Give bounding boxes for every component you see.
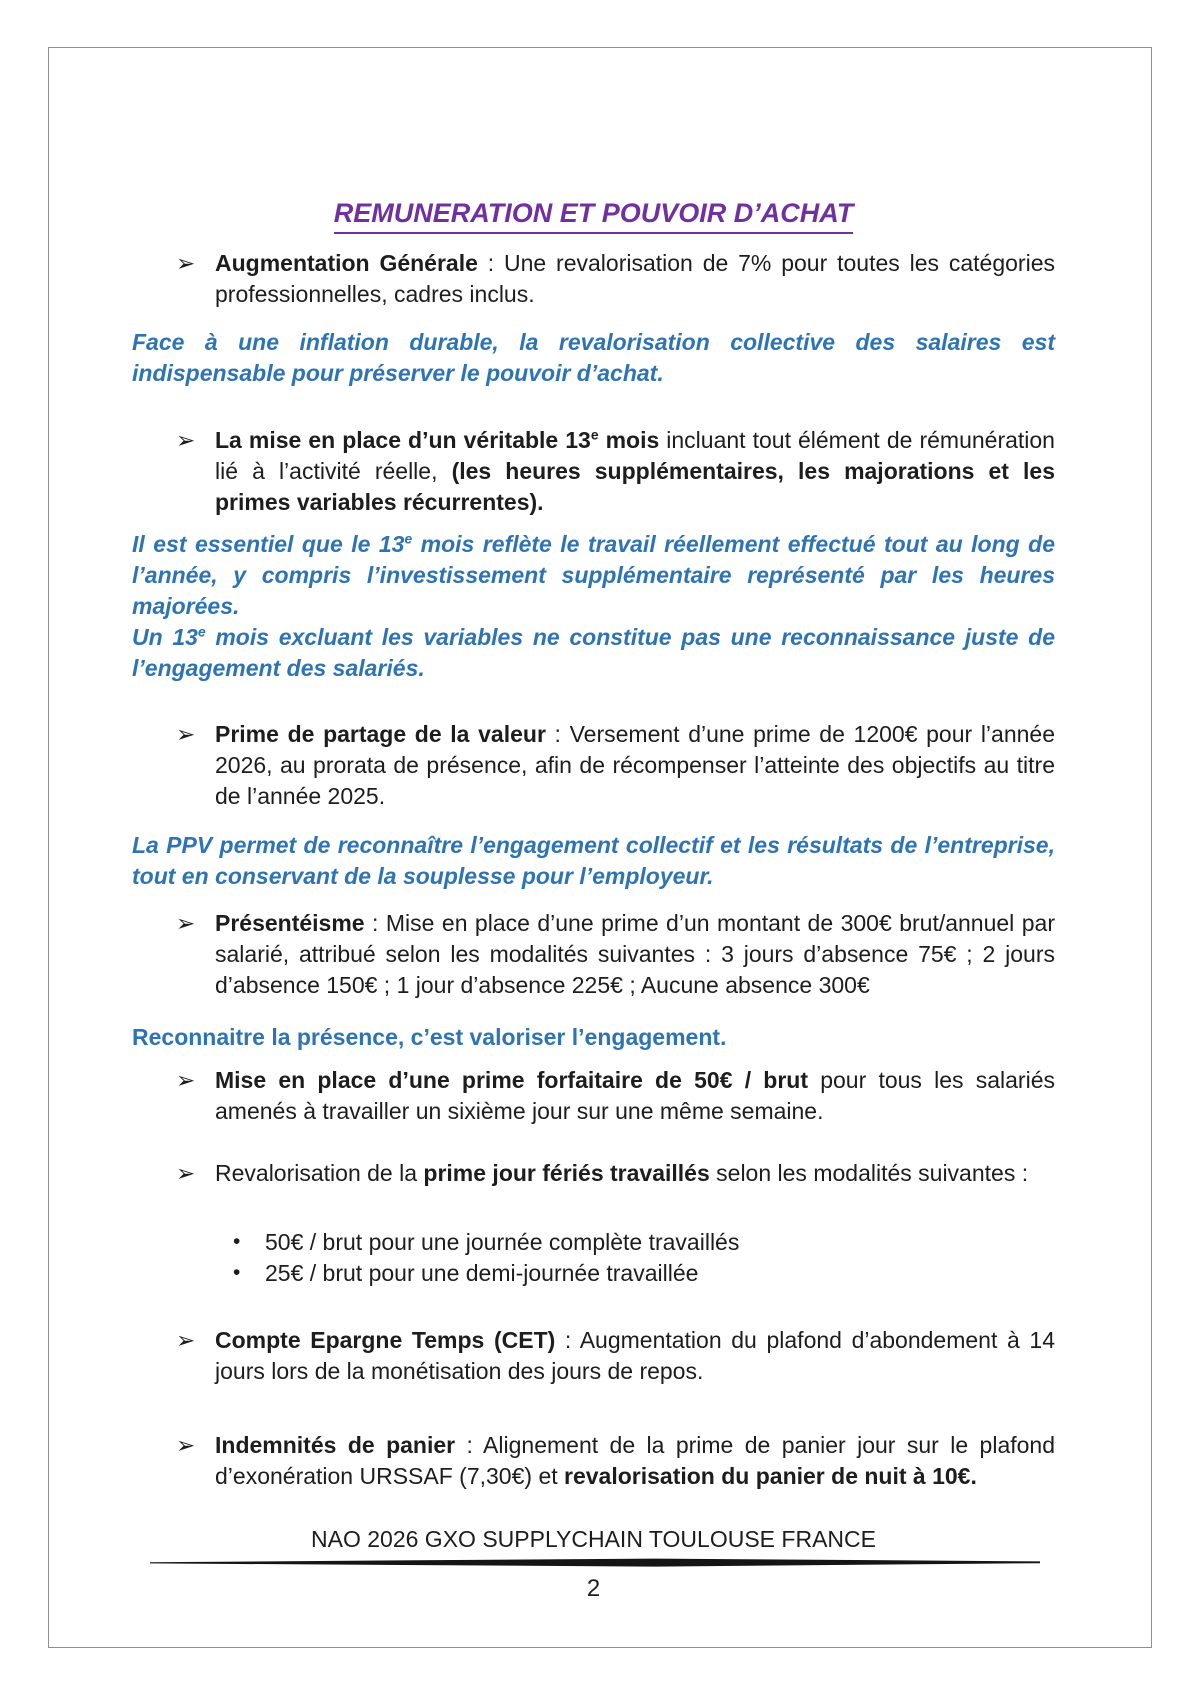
bullet-text: Indemnités de panier : Alignement de la prime de panier jour sur le plafond d’exonération URSSAF (7,30€) et revalorisation du panier de nuit à 10€. [215, 1432, 1056, 1489]
sub-bullet-50-journee-complete [132, 1227, 1055, 1258]
sub-bullet-text: 25€ / brut pour une demi-journée travaillée [265, 1260, 699, 1286]
bullet-text: Mise en place d’une prime forfaitaire de 50€ / brut pour tous les salariés amenés à travailler un sixième jour sur une même semaine. [215, 1067, 1055, 1124]
bullet-presenteisme [132, 908, 1055, 1001]
bullet-prime-jour-feries [132, 1158, 1055, 1189]
footer-divider [150, 1558, 1040, 1568]
bullet-compte-epargne-temps [132, 1325, 1055, 1387]
sub-bullet-text: 50€ / brut pour une journée complète travaillés [265, 1229, 740, 1255]
arrow-bullet-icon: ➢ [176, 427, 196, 453]
footer-text: NAO 2026 GXO SUPPLYCHAIN TOULOUSE FRANCE [311, 1526, 876, 1552]
note-ppv: La PPV permet de reconnaître l’engagement collectif et les résultats de l’entreprise, tout en conservant de la souplesse pour l’employeur. [132, 832, 1055, 889]
sub-bullet-25-demi-journee [132, 1258, 1055, 1289]
document-body [132, 196, 1055, 1492]
dot-bullet-icon: • [233, 1230, 241, 1253]
arrow-bullet-icon: ➢ [176, 1067, 196, 1093]
bullet-text: La mise en place d’un véritable 13e mois incluant tout élément de rémunération lié à l’activité réelle, (les heures supplémentaires, les majorations et les primes variables récurrentes). [215, 427, 1056, 515]
bullet-indemnites-panier [132, 1430, 1055, 1492]
bullet-text: Prime de partage de la valeur : Versement d’une prime de 1200€ pour l’année 2026, au prorata de présence, afin de récompenser l’atteinte des objectifs au titre de l’année 2025. [215, 721, 1055, 809]
arrow-bullet-icon: ➢ [176, 250, 196, 276]
note-reconnaitre-presence: Reconnaitre la présence, c’est valoriser l’engagement. [132, 1024, 727, 1050]
arrow-bullet-icon: ➢ [176, 1432, 196, 1458]
bullet-augmentation-generale [132, 248, 1055, 310]
arrow-bullet-icon: ➢ [176, 1160, 196, 1186]
bullet-text: Revalorisation de la prime jour fériés travaillés selon les modalités suivantes : [215, 1160, 1029, 1186]
dot-bullet-icon: • [233, 1261, 241, 1284]
bullet-prime-forfaitaire-50 [132, 1065, 1055, 1127]
note-inflation: Face à une inflation durable, la revalorisation collective des salaires est indispensable pour préserver le pouvoir d’achat. [132, 329, 1055, 386]
page-title: REMUNERATION ET POUVOIR D’ACHAT [132, 196, 1055, 234]
note-13e-mois-excluant: Un 13e mois excluant les variables ne constitue pas une reconnaissance juste de l’engagement des salariés. [132, 624, 1055, 681]
arrow-bullet-icon: ➢ [176, 721, 196, 747]
arrow-bullet-icon: ➢ [176, 910, 196, 936]
page-number: 2 [586, 1575, 601, 1602]
bullet-prime-partage-valeur [132, 719, 1055, 812]
bullet-text: Compte Epargne Temps (CET) : Augmentation du plafond d’abondement à 14 jours lors de la monétisation des jours de repos. [215, 1327, 1056, 1384]
note-13e-mois-reflete: Il est essentiel que le 13e mois reflète le travail réellement effectué tout au long de l’année, y compris l’investissement supplémentaire représenté par les heures majorées. [132, 531, 1055, 619]
arrow-bullet-icon: ➢ [176, 1327, 196, 1353]
bullet-text: Présentéisme : Mise en place d’une prime d’un montant de 300€ brut/annuel par salarié, attribué selon les modalités suivantes : 3 jours d’absence 75€ ; 2 jours d’absence 150€ ; 1 jour d’absence 225€ ; Aucune absence 300€ [215, 910, 1055, 998]
bullet-text: Augmentation Générale : Une revalorisation de 7% pour toutes les catégories professionnelles, cadres inclus. [215, 250, 1055, 307]
bullet-13e-mois [132, 425, 1055, 518]
